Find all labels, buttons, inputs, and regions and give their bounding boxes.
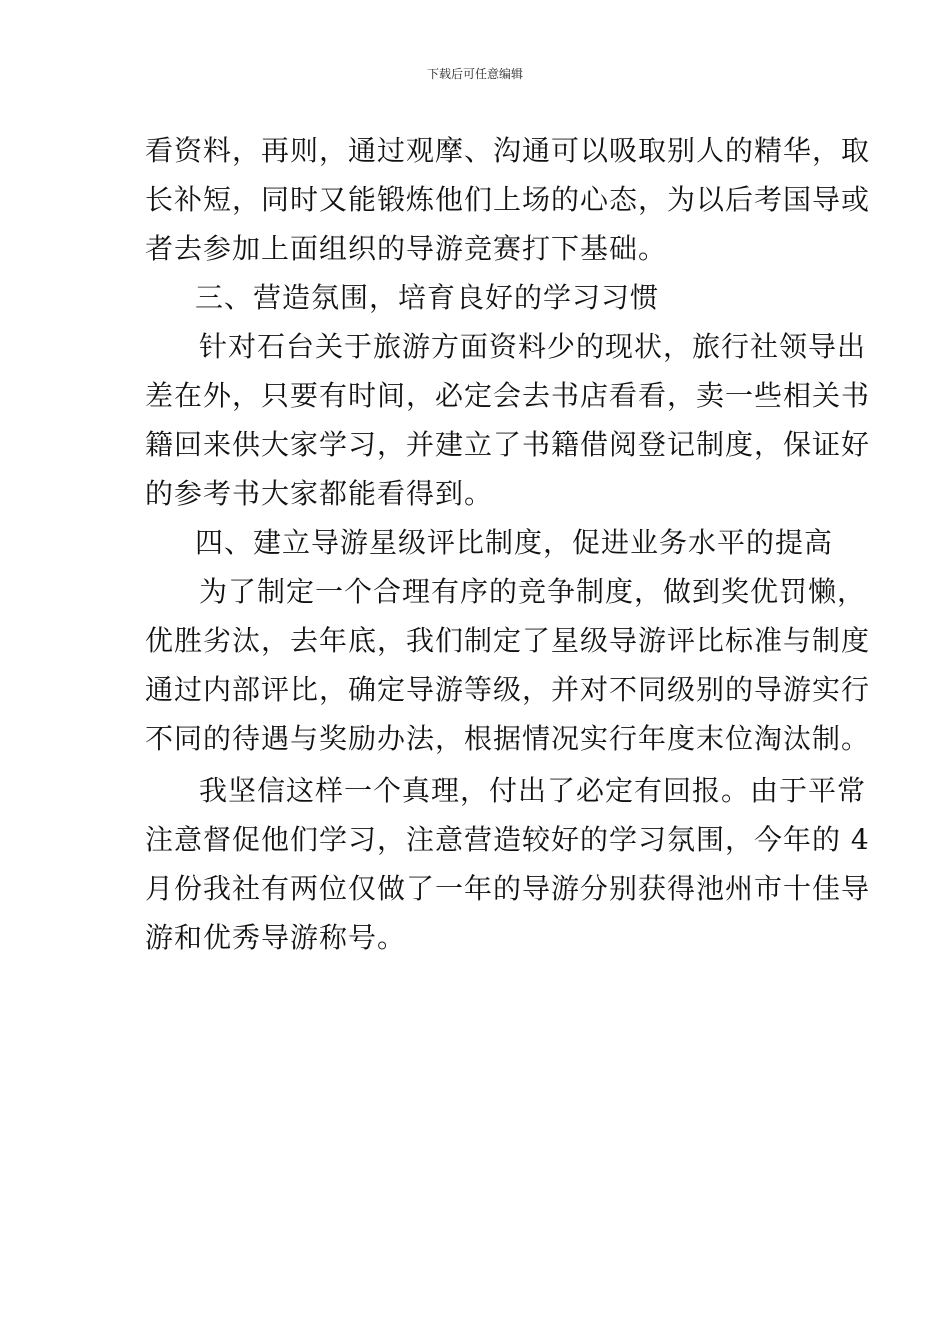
document-body xyxy=(145,126,871,962)
paragraph-line: 游和优秀导游称号。 xyxy=(145,921,407,954)
paragraph-line: 不同的待遇与奖励办法，根据情况实行年度末位淘汰制。 xyxy=(145,722,871,755)
paragraph-line: 月份我社有两位仅做了一年的导游分别获得池州市十佳导 xyxy=(145,872,871,905)
paragraph-line: 注意督促他们学习，注意营造较好的学习氛围，今年的 4 xyxy=(145,823,870,856)
paragraph-line: 的参考书大家都能看得到。 xyxy=(145,477,494,510)
section-heading: 三、营造氛围，培育良好的学习习惯 xyxy=(195,281,660,314)
paragraph-line: 差在外，只要有时间，必定会去书店看看，卖一些相关书 xyxy=(145,379,871,412)
paragraph-line: 为了制定一个合理有序的竞争制度，做到奖优罚懒， xyxy=(199,575,867,608)
paragraph-line: 优胜劣汰，去年底，我们制定了星级导游评比标准与制度 xyxy=(145,624,871,657)
paragraph-line: 看资料，再则，通过观摩、沟通可以吸取别人的精华，取 xyxy=(145,134,871,167)
paragraph-line: 通过内部评比，确定导游等级，并对不同级别的导游实行 xyxy=(145,673,871,706)
page-header: 下载后可任意编辑 xyxy=(426,67,523,81)
paragraph-line: 籍回来供大家学习，并建立了书籍借阅登记制度，保证好 xyxy=(145,428,871,461)
paragraph-line: 我坚信这样一个真理，付出了必定有回报。由于平常 xyxy=(199,774,867,807)
paragraph-line: 针对石台关于旅游方面资料少的现状，旅行社领导出 xyxy=(199,330,867,363)
section-heading: 四、建立导游星级评比制度，促进业务水平的提高 xyxy=(195,526,834,559)
paragraph-line: 长补短，同时又能锻炼他们上场的心态，为以后考国导或 xyxy=(145,183,871,216)
paragraph-line: 者去参加上面组织的导游竞赛打下基础。 xyxy=(145,232,668,265)
